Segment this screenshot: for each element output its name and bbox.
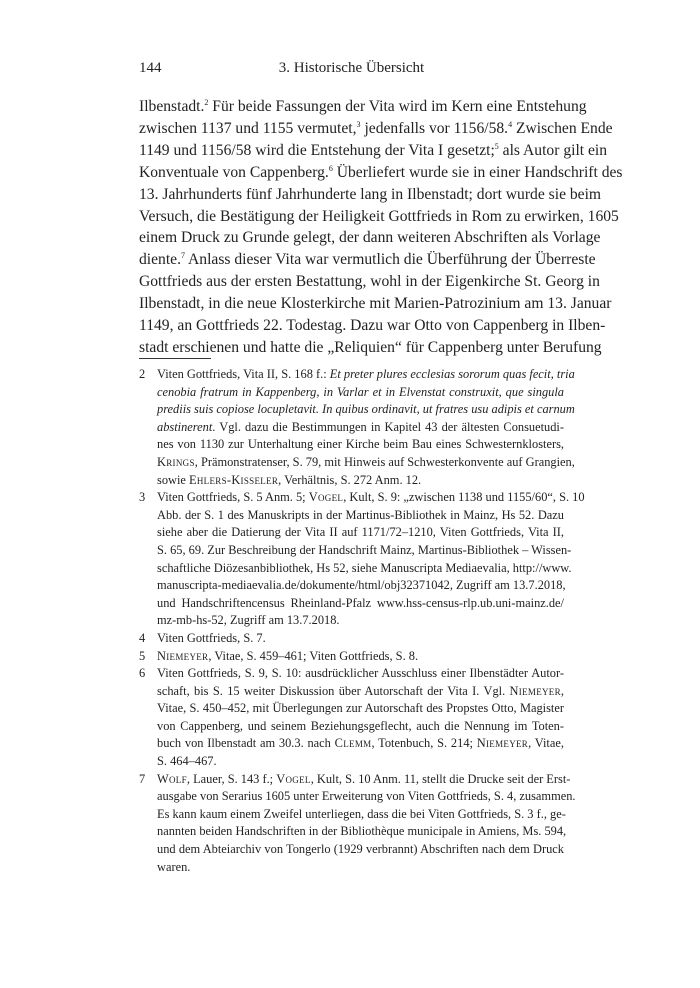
footnote	[139, 630, 564, 648]
footnote-number: 7	[139, 771, 146, 786]
page-number: 144	[139, 60, 162, 76]
footnote-line: Abb. der S. 1 des Manuskripts in der Martinus-Bibliothek in Mainz, Hs 52. Dazu	[157, 507, 564, 522]
footnote	[139, 665, 564, 771]
footnote-line: Viten Gottfrieds, S. 5 Anm. 5; Vogel, Kult, S. 9: „zwischen 1138 und 1155/60“, S. 10	[157, 490, 585, 505]
body-line: zwischen 1137 und 1155 vermutet,$^3$ jedenfalls vor 1156/58.$^4$ Zwischen Ende	[139, 119, 613, 137]
body-line: Konventuale von Cappenberg.$^6$ Überliefert wurde sie in einer Handschrift des	[139, 163, 623, 181]
footnote-number: 5	[139, 648, 146, 663]
footnote-line: von Cappenberg, und seinem Beziehungsgeflecht, auch die Nennung im Toten-	[157, 718, 564, 733]
footnote-line: Viten Gottfrieds, S. 7.	[157, 630, 266, 645]
main-text	[139, 96, 623, 359]
footnote-separator	[139, 358, 211, 359]
footnote-line: buch von Ilbenstadt am 30.3. nach Clemm, Totenbuch, S. 214; Niemeyer, Vitae,	[157, 736, 564, 751]
footnote-line: sowie Ehlers-Kisseler, Verhältnis, S. 272 Anm. 12.	[157, 472, 422, 487]
body-line: einem Druck zu Grunde gelegt, der dann weiteren Abschriften als Vorlage	[139, 229, 601, 247]
footnote-line: prediis suis copiose locupletavit. In quibus ordinavit, ut fratres usu adipis et carnum	[157, 402, 575, 417]
footnote-line: und dem Abteiarchiv von Tongerlo (1929 verbrannt) Abschriften nach dem Druck	[157, 842, 564, 857]
footnote-line: schaftliche Diözesanbibliothek, Hs 52, siehe Manuscripta Mediaevalia, http://www.	[157, 560, 572, 575]
body-line: Ilbenstadt.$^2$ Für beide Fassungen der Vita wird im Kern eine Entstehung	[139, 98, 587, 115]
body-line: Versuch, die Bestätigung der Heiligkeit Gottfrieds in Rom zu erwirken, 1605	[139, 207, 619, 225]
body-line: Ilbenstadt, in die neue Klosterkirche mit Marien-Patrozinium am 13. Januar	[139, 295, 612, 313]
footnote-number: 2	[139, 367, 146, 381]
body-line: 1149, an Gottfrieds 22. Todestag. Dazu war Otto von Cappenberg in Ilben-	[139, 317, 606, 335]
footnote-line: Es kann kaum einem Zweifel unterliegen, dass die bei Viten Gottfrieds, S. 3 f., ge-	[157, 806, 566, 821]
footnote-line: waren.	[157, 859, 191, 874]
footnote-number: 3	[139, 490, 146, 505]
footnote-line: abstinerent. Vgl. dazu die Bestimmungen in Kapitel 43 der ältesten Consuetudi-	[157, 419, 564, 434]
body-line: diente.$^7$ Anlass dieser Vita war vermutlich die Überführung der Überreste	[139, 251, 596, 269]
footnote-line: S. 464–467.	[157, 754, 217, 769]
footnote-line: Krings, Prämonstratenser, S. 79, mit Hinweis auf Schwesterkonvente auf Grangien,	[157, 454, 575, 469]
footnote-line: manuscripta-mediaevalia.de/dokumente/html/obj32371042, Zugriff am 13.7.2018,	[157, 578, 566, 593]
footnote-line: siehe aber die Datierung der Vita II auf 1171/72–1210, Viten Gottfrieds, Vita II,	[157, 525, 564, 540]
footnote-line: Vitae, S. 450–452, mit Überlegungen zur Autorschaft des Propstes Otto, Magister	[157, 701, 564, 716]
footnote	[139, 648, 564, 666]
footnote-line: Wolf, Lauer, S. 143 f.; Vogel, Kult, S. 10 Anm. 11, stellt die Drucke seit der Erst-	[157, 771, 571, 786]
footnote-line: mz-mb-hs-52, Zugriff am 13.7.2018.	[157, 613, 340, 628]
footnote-number: 4	[139, 630, 146, 645]
running-title: 3. Historische Übersicht	[278, 60, 425, 76]
footnote-line: schaft, bis S. 15 weiter Diskussion über Autorschaft der Vita I. Vgl. Niemeyer,	[157, 683, 564, 698]
footnote-line: cenobia fratrum in Kappenberg, in Varlar et in Elvenstat construxit, que singula	[157, 384, 564, 399]
footnotes	[139, 366, 585, 876]
footnote-line: S. 65, 69. Zur Beschreibung der Handschrift Mainz, Martinus-Bibliothek – Wissen-	[157, 542, 572, 557]
footnote-line: Viten Gottfrieds, S. 9, S. 10: ausdrücklicher Ausschluss einer Ilbenstädter Autor-	[157, 666, 564, 681]
body-line: 13. Jahrhunderts fünf Jahrhunderte lang in Ilbenstadt; dort wurde sie beim	[139, 185, 602, 203]
page-header	[139, 60, 564, 82]
footnote-line: Niemeyer, Vitae, S. 459–461; Viten Gottfrieds, S. 8.	[157, 648, 419, 663]
footnote-line: Viten Gottfrieds, Vita II, S. 168 f.: Et preter plures ecclesias sororum quas fecit, tria	[157, 367, 575, 381]
footnote-number: 6	[139, 666, 146, 681]
footnote-line: nannten beiden Handschriften in der Bibliothèque municipale in Amiens, Ms. 594,	[157, 824, 567, 839]
footnote-line: ausgabe von Serarius 1605 unter Erweiterung von Viten Gottfrieds, S. 4, zusammen.	[157, 789, 576, 804]
footnote	[139, 771, 576, 877]
footnote-line: nes von 1130 zur Unterhaltung einer Kirche beim Bau eines Schwesternklosters,	[157, 437, 564, 452]
body-line: stadt erschienen und hatte die „Reliquien“ für Cappenberg unter Berufung	[139, 338, 602, 356]
footnote	[139, 366, 575, 489]
footnote	[139, 489, 585, 630]
body-line: Gottfrieds aus der ersten Bestattung, wohl in der Eigenkirche St. Georg in	[139, 273, 600, 291]
body-line: 1149 und 1156/58 wird die Entstehung der Vita I gesetzt;$^5$ als Autor gilt ein	[139, 141, 608, 159]
footnote-line: und Handschriftencensus Rheinland-Pfalz www.hss-census-rlp.ub.uni-mainz.de/	[157, 595, 564, 610]
